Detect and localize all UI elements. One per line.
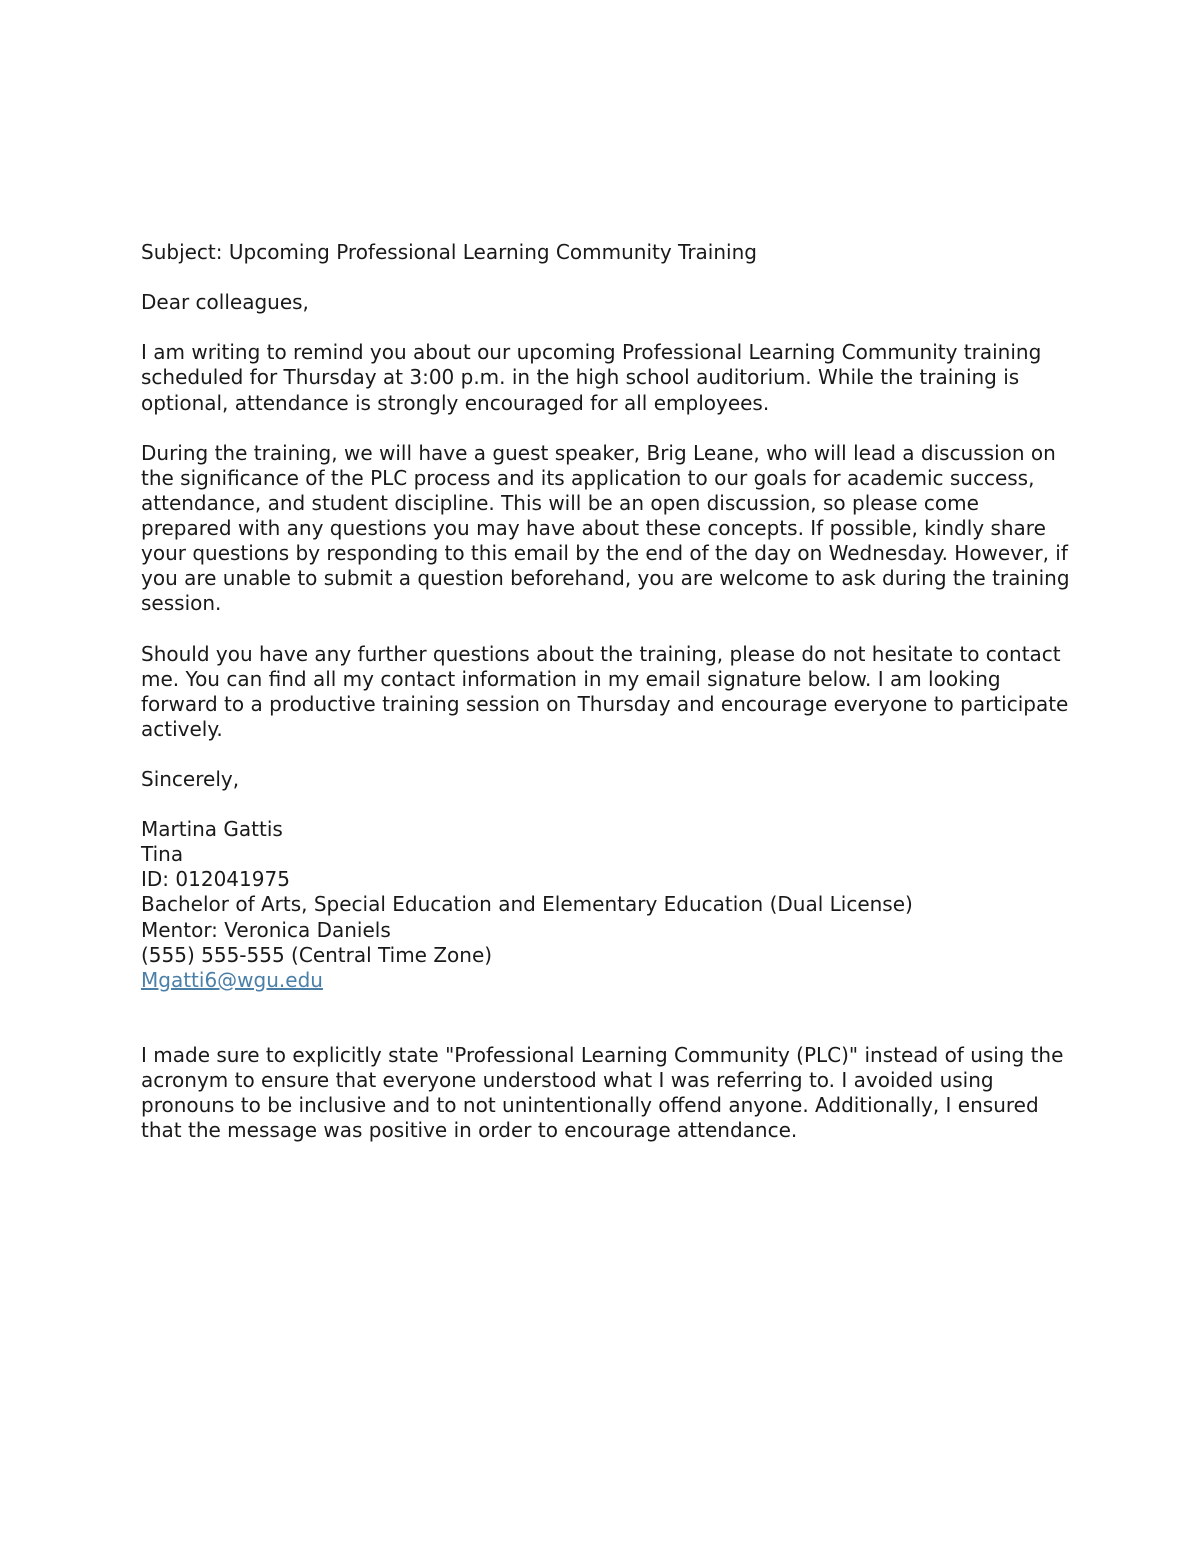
paragraph-contact: Should you have any further questions about the training, please do not hesitate to contact me. You can find all my contact information in my email signature below. I am looking forward to a productive training session on Thursday and encourage everyone to participate actively. [141,641,1069,741]
signature-name: Martina Gattis [141,817,283,842]
subject-line: Subject: Upcoming Professional Learning Community Training [141,240,757,264]
paragraph-training-details: During the training, we will have a guest speaker, Brig Leane, who will lead a discussion on the significance of the PLC process and its application to our goals for academic success, attendance, and student discipline. This will be an open discussion, so please come prepared with any questions you may have about these concepts. If possible, kindly share your questions by responding to this email by the end of the day on Wednesday. However, if you are unable to submit a question beforehand, you are welcome to ask during the training session. [141,440,1070,616]
signature-phone: (555) 555-555 (Central Time Zone) [141,942,493,967]
signature-id: ID: 012041975 [141,867,290,892]
closing: Sincerely, [141,766,240,791]
signature-mentor: Mentor: Veronica Daniels [141,917,391,942]
section-spacer [141,993,1071,1043]
letter-body [141,240,1071,1168]
paragraph-reminder: I am writing to remind you about our upcoming Professional Learning Community training scheduled for Thursday at 3:00 p.m. in the high school auditorium. While the training is optional, attendance is strongly encouraged for all employees. [141,340,1042,415]
reflection-paragraph: I made sure to explicitly state "Professional Learning Community (PLC)" instead of using the acronym to ensure that everyone understood what I was referring to. I avoided using pronouns to be inclusive and to not unintentionally offend anyone. Additionally, I ensured that the message was positive in order to encourage attendance. [141,1042,1064,1143]
signature-degree: Bachelor of Arts, Special Education and Elementary Education (Dual License) [141,892,913,917]
signature-nickname: Tina [141,842,184,867]
greeting: Dear colleagues, [141,290,309,315]
signature-email-link[interactable]: Mgatti6@wgu.edu [141,967,323,992]
signature-block [141,817,1071,993]
